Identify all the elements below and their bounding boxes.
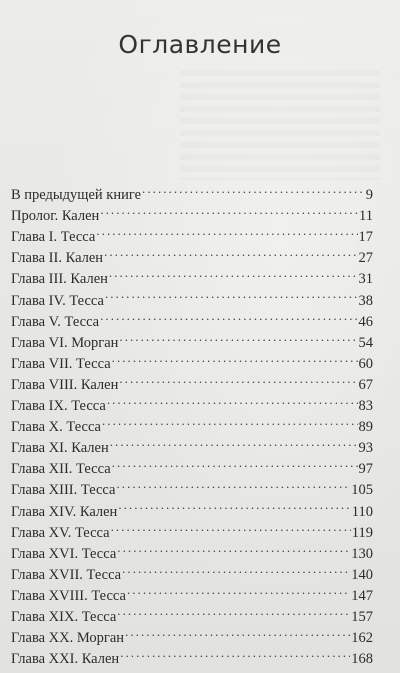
dot-leader [119,368,357,389]
toc-entry [11,178,373,204]
dot-leader [122,558,350,579]
toc-entry-page: 27 [358,250,373,267]
toc-entry-page: 168 [351,651,373,668]
dot-leader [109,262,358,283]
dot-leader [100,305,357,326]
toc-entry-title: Глава XIII. Тесса [11,482,116,499]
toc-entry-page: 89 [358,419,373,436]
toc-entry-page: 147 [351,587,373,604]
toc-entry-page: 17 [358,229,373,246]
toc-entry-page: 67 [358,376,373,393]
toc-entry-title: Глава VI. Морган [11,334,119,351]
toc-entry-title: Глава X. Тесса [11,419,101,436]
toc-entry-page: 54 [358,334,373,351]
toc-entry-page: 97 [358,461,373,478]
toc-entry-page: 93 [358,440,373,457]
toc-entry-page: 9 [365,187,373,204]
table-of-contents [11,178,373,668]
dot-leader [100,199,358,220]
dot-leader [102,410,358,431]
paper-texture [180,70,380,180]
toc-entry-page: 31 [358,271,373,288]
toc-entry-page: 119 [351,524,373,541]
toc-entry-title: Глава VII. Тесса [11,355,111,372]
toc-entry-page: 46 [358,313,373,330]
toc-entry-page: 110 [351,503,373,520]
dot-leader [104,241,357,262]
toc-entry-page: 60 [358,355,373,372]
toc-entry-page: 140 [351,566,373,583]
toc-entry-title: В предыдущей книге [11,187,142,204]
toc-entry-title: Глава II. Кален [11,250,104,267]
toc-entry-title: Глава XVIII. Тесса [11,587,126,604]
toc-entry-title: Глава III. Кален [11,271,108,288]
dot-leader [117,537,350,558]
dot-leader [118,494,350,515]
dot-leader [111,516,351,537]
page-title: Оглавление [118,30,282,59]
toc-entry-page: 130 [351,545,373,562]
dot-leader [125,621,350,642]
dot-leader [112,452,358,473]
dot-leader [142,178,365,199]
toc-entry-page: 157 [351,608,373,625]
toc-entry-title: Глава IX. Тесса [11,398,106,415]
toc-entry-title: Глава I. Тесса [11,229,96,246]
toc-entry-title: Глава XII. Тесса [11,461,111,478]
toc-entry-title: Глава XI. Кален [11,440,109,457]
toc-entry-title: Пролог. Кален [11,208,100,225]
dot-leader [117,600,350,621]
toc-entry-title: Глава XIX. Тесса [11,608,117,625]
dot-leader [112,347,358,368]
toc-entry-title: Глава XX. Морган [11,630,125,647]
toc-entry-page: 83 [358,398,373,415]
dot-leader [96,220,357,241]
toc-entry-title: Глава XVI. Тесса [11,545,117,562]
toc-entry-page: 11 [359,208,373,225]
toc-entry-page: 105 [351,482,373,499]
dot-leader [105,283,358,304]
toc-entry-title: Глава XV. Тесса [11,524,110,541]
toc-entry-title: Глава XXI. Кален [11,651,120,668]
toc-entry-page: 162 [351,630,373,647]
toc-entry-title: Глава IV. Тесса [11,292,104,309]
dot-leader [119,326,357,347]
dot-leader [116,473,350,494]
toc-entry-title: Глава VIII. Кален [11,376,119,393]
dot-leader [127,579,350,600]
toc-entry-page: 38 [358,292,373,309]
toc-entry-title: Глава XIV. Кален [11,503,118,520]
dot-leader [107,389,358,410]
toc-entry-title: Глава XVII. Тесса [11,566,122,583]
toc-entry-title: Глава V. Тесса [11,313,100,330]
dot-leader [120,642,350,663]
dot-leader [110,431,358,452]
